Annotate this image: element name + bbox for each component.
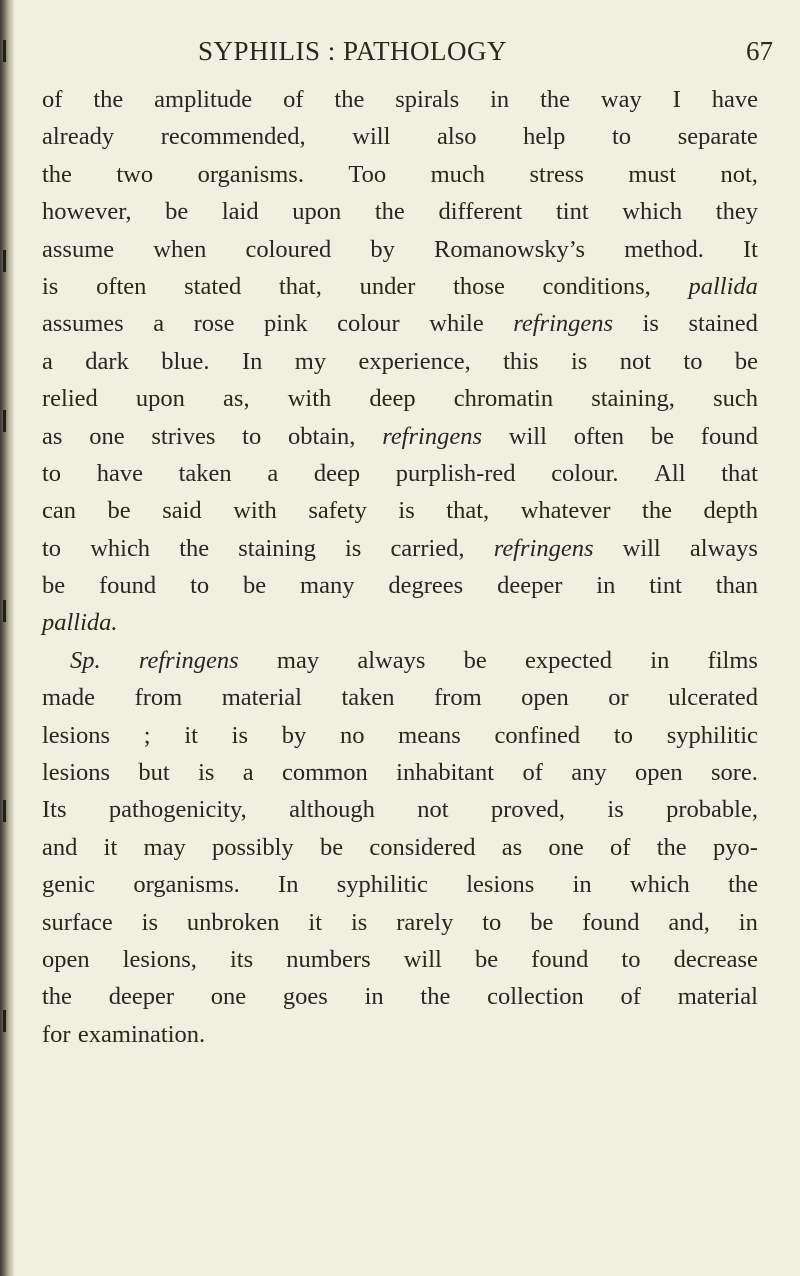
word: is <box>350 908 368 936</box>
word: Too <box>348 160 387 188</box>
word: be <box>463 646 487 674</box>
word: also <box>437 123 477 151</box>
word: proved, <box>490 796 566 824</box>
word: to <box>42 459 62 487</box>
word: may <box>276 646 320 674</box>
text-line <box>42 156 758 193</box>
word: one <box>548 833 584 861</box>
word: stress <box>529 160 584 188</box>
word: is <box>642 310 659 338</box>
word: the <box>334 86 365 113</box>
word: while <box>429 310 484 338</box>
word: for <box>42 1020 71 1048</box>
word: to <box>482 908 502 936</box>
word: to <box>611 123 632 151</box>
text-line <box>42 193 758 230</box>
word: always <box>689 534 758 562</box>
word: however, <box>42 198 132 226</box>
word: whatever <box>520 497 611 525</box>
word: they <box>715 198 758 226</box>
word: is <box>231 721 248 749</box>
word: one <box>210 983 247 1011</box>
word: is <box>398 497 415 525</box>
word: not, <box>720 160 758 188</box>
text-line <box>42 791 758 828</box>
word: way <box>600 86 642 113</box>
word: of <box>283 86 304 113</box>
word: in <box>490 86 510 113</box>
word: degrees <box>388 572 464 600</box>
word: relied <box>42 385 98 413</box>
word: organisms. <box>197 160 304 188</box>
word: of <box>610 833 631 861</box>
word: with <box>287 385 332 413</box>
word: films <box>707 646 758 674</box>
word: surface <box>42 908 113 936</box>
word: purplish-red <box>395 459 516 487</box>
word: and <box>42 833 78 861</box>
word: be <box>243 572 267 600</box>
word: said <box>162 497 202 525</box>
word: have <box>96 459 143 487</box>
word: lesions <box>466 871 535 899</box>
word: carried, <box>390 534 465 562</box>
word: stated <box>184 272 242 300</box>
word: be <box>42 572 66 600</box>
word: ; <box>143 721 151 749</box>
word: in <box>596 572 616 600</box>
word: material <box>221 684 302 712</box>
word: strives <box>151 422 216 450</box>
text-line <box>42 492 758 529</box>
word: but <box>138 759 170 787</box>
word: to <box>190 572 210 600</box>
word: always <box>357 646 426 674</box>
word: stained <box>688 310 758 338</box>
word: not <box>619 347 651 375</box>
word: assume <box>42 235 115 263</box>
word: dark <box>85 347 129 375</box>
page-number: 67 <box>746 36 773 66</box>
text-line <box>42 118 758 155</box>
word: taken <box>341 684 395 712</box>
word: have <box>711 86 758 113</box>
word: open <box>521 684 569 712</box>
word: to <box>42 534 62 562</box>
word: its <box>230 945 254 973</box>
running-title: SYPHILIS : PATHOLOGY <box>198 36 508 66</box>
text-line <box>42 866 758 903</box>
text-line <box>42 418 758 455</box>
word: will <box>508 422 547 450</box>
word: It <box>742 235 758 263</box>
text-line <box>42 231 758 268</box>
word: the <box>93 86 124 113</box>
word: in <box>650 646 670 674</box>
word: found <box>582 908 640 936</box>
word: is <box>570 347 588 375</box>
word: spirals <box>395 86 460 113</box>
word: material <box>677 983 758 1011</box>
text-line <box>42 642 758 679</box>
text-line <box>42 343 758 380</box>
word: to <box>613 721 633 749</box>
word: it <box>308 908 323 936</box>
word: which <box>622 198 683 226</box>
word: depth <box>703 497 758 525</box>
word: different <box>438 198 523 226</box>
body-text <box>42 81 758 1053</box>
word: In <box>241 347 263 375</box>
word: lesions <box>42 721 111 749</box>
word: which <box>90 534 151 562</box>
word: Its <box>42 796 67 824</box>
word: lesions <box>42 759 111 787</box>
word: inhabitant <box>396 759 495 787</box>
word: open <box>42 945 90 973</box>
text-line <box>42 829 758 866</box>
word: this <box>503 347 539 375</box>
word: the <box>642 497 672 525</box>
text-line <box>42 305 758 342</box>
word: confined <box>494 721 581 749</box>
word: in <box>364 983 384 1011</box>
word: be <box>734 347 758 375</box>
word: sore. <box>710 759 758 787</box>
word: those <box>453 272 505 300</box>
word: All <box>654 459 686 487</box>
word: the <box>728 871 758 899</box>
word: refringens <box>382 422 482 450</box>
word: coloured <box>245 235 332 263</box>
word: separate <box>677 123 758 151</box>
word: must <box>628 160 677 188</box>
word: one <box>89 422 125 450</box>
word: a <box>153 310 165 338</box>
word: of <box>620 983 641 1011</box>
text-line <box>42 679 758 716</box>
word: upon <box>292 198 342 226</box>
word: much <box>430 160 486 188</box>
word: no <box>339 721 365 749</box>
word: already <box>42 123 115 151</box>
word: which <box>629 871 690 899</box>
word: it <box>103 833 118 861</box>
word: any <box>571 759 607 787</box>
word: is <box>607 796 624 824</box>
word: deep <box>313 459 361 487</box>
word: be <box>107 497 131 525</box>
word: as, <box>223 385 250 413</box>
word: syphilitic <box>336 871 428 899</box>
word: in <box>572 871 592 899</box>
word: deep <box>369 385 416 413</box>
word: and, <box>668 908 710 936</box>
word: the <box>540 86 571 113</box>
word: often <box>573 422 625 450</box>
word: expected <box>524 646 613 674</box>
word: from <box>434 684 482 712</box>
word: is <box>42 272 59 300</box>
word: from <box>134 684 183 712</box>
word: blue. <box>161 347 210 375</box>
word: decrease <box>673 945 758 973</box>
word: possibly <box>211 833 294 861</box>
text-line <box>42 455 758 492</box>
word: open <box>635 759 683 787</box>
word: safety <box>308 497 367 525</box>
word: the <box>374 198 405 226</box>
word: not <box>417 796 449 824</box>
text-line <box>42 904 758 941</box>
word: conditions, <box>542 272 651 300</box>
word: staining <box>238 534 316 562</box>
word: is <box>198 759 215 787</box>
word: the <box>42 160 72 188</box>
word: assumes <box>42 310 124 338</box>
word: as <box>42 422 63 450</box>
word: found <box>531 945 589 973</box>
word: rarely <box>396 908 454 936</box>
word: or <box>608 684 629 712</box>
text-line <box>42 717 758 754</box>
word: by <box>281 721 307 749</box>
word: to <box>683 347 703 375</box>
word: be <box>165 198 189 226</box>
word: numbers <box>286 945 371 973</box>
word: pallida <box>688 272 758 300</box>
word: colour <box>337 310 400 338</box>
word: found <box>700 422 758 450</box>
word: syphilitic <box>666 721 758 749</box>
word: common <box>282 759 368 787</box>
word: as <box>501 833 523 861</box>
word: staining, <box>591 385 675 413</box>
word: is <box>344 534 362 562</box>
word: rose <box>193 310 235 338</box>
word: a <box>42 347 53 375</box>
text-line <box>42 941 758 978</box>
word: probable, <box>666 796 758 824</box>
word: Romanowsky’s <box>433 235 586 263</box>
word: of <box>522 759 543 787</box>
word: help <box>523 123 566 151</box>
word: means <box>398 721 461 749</box>
word: refringens <box>138 646 239 674</box>
word: will <box>352 123 391 151</box>
word: under <box>359 272 416 300</box>
word: that, <box>279 272 322 300</box>
word: is <box>141 908 158 936</box>
word: by <box>370 235 395 263</box>
word: ulcerated <box>668 684 758 712</box>
text-line <box>42 604 758 641</box>
word: laid <box>221 198 259 226</box>
word: goes <box>282 983 328 1011</box>
text-line <box>42 268 758 305</box>
text-line <box>42 81 758 118</box>
word: be <box>474 945 499 973</box>
word: although <box>289 796 375 824</box>
text-line <box>42 530 758 567</box>
word: recommended, <box>160 123 306 151</box>
word: a <box>267 459 279 487</box>
word: examination. <box>77 1020 206 1048</box>
word: that, <box>446 497 490 525</box>
word: pathogenicity, <box>108 796 247 824</box>
word: to <box>621 945 641 973</box>
word: In <box>278 871 299 899</box>
word: unbroken <box>186 908 280 936</box>
word: of <box>42 86 63 113</box>
word: lesions, <box>122 945 197 973</box>
word: than <box>715 572 758 600</box>
word: can <box>42 497 76 525</box>
word: the <box>656 833 687 861</box>
word: considered <box>369 833 476 861</box>
word: many <box>300 572 355 600</box>
word: may <box>143 833 186 861</box>
word: organisms. <box>133 871 240 899</box>
text-line <box>42 978 758 1015</box>
word: a <box>242 759 254 787</box>
word: made <box>42 684 96 712</box>
word: deeper <box>497 572 563 600</box>
word: I <box>672 86 681 113</box>
word: with <box>233 497 277 525</box>
word: the <box>420 983 451 1011</box>
word: colour. <box>551 459 619 487</box>
word: to <box>242 422 262 450</box>
word: pallida. <box>42 609 118 637</box>
word: genic <box>42 871 96 899</box>
word: taken <box>178 459 232 487</box>
word: the <box>179 534 210 562</box>
word: will <box>403 945 442 973</box>
word: experience, <box>358 347 471 375</box>
word: such <box>713 385 758 413</box>
word: collection <box>487 983 584 1011</box>
word: method. <box>624 235 704 263</box>
word: deeper <box>108 983 174 1011</box>
text-line <box>42 567 758 604</box>
word: tint <box>649 572 682 600</box>
word: in <box>738 908 758 936</box>
word: pink <box>264 310 308 338</box>
word: be <box>319 833 344 861</box>
word: refringens <box>513 310 614 338</box>
word: be <box>650 422 674 450</box>
word: will <box>622 534 661 562</box>
word: tint <box>555 198 589 226</box>
word: chromatin <box>453 385 554 413</box>
word: the <box>42 983 72 1011</box>
word: refringens <box>493 534 594 562</box>
word: amplitude <box>154 86 253 113</box>
word: found <box>99 572 157 600</box>
word: it <box>184 721 198 749</box>
word: be <box>530 908 554 936</box>
word: often <box>96 272 147 300</box>
text-line <box>42 380 758 417</box>
text-line <box>42 1016 758 1053</box>
word: obtain, <box>288 422 356 450</box>
word: when <box>153 235 207 263</box>
word: Sp. <box>70 646 101 674</box>
word: two <box>116 160 154 188</box>
word: upon <box>135 385 185 413</box>
word: that <box>721 459 758 487</box>
text-line <box>42 754 758 791</box>
word: my <box>294 347 327 375</box>
word: pyo- <box>712 833 758 861</box>
